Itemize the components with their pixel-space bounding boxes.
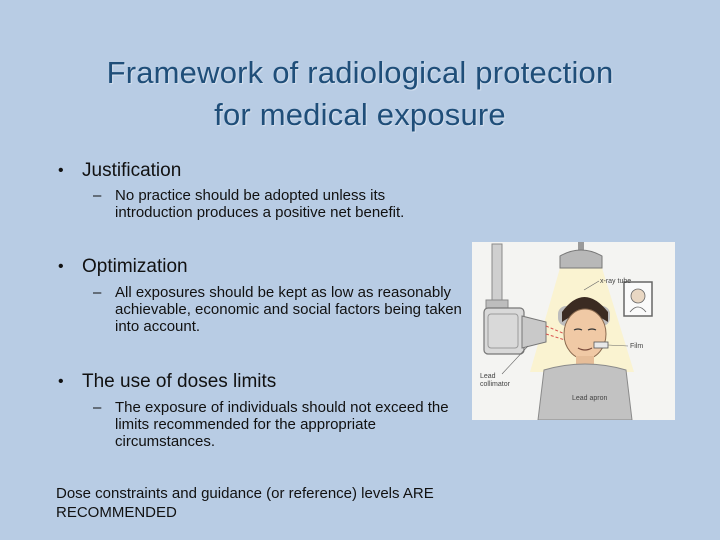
label-collimator-line1: Lead bbox=[480, 373, 496, 380]
patient-face bbox=[564, 309, 606, 359]
bullet-heading: The use of doses limits bbox=[82, 371, 277, 392]
lead-collimator-cone bbox=[522, 316, 546, 348]
bullet-dose-limits bbox=[58, 370, 276, 394]
bullet-heading: Optimization bbox=[82, 256, 188, 277]
bullet-heading: Justification bbox=[82, 160, 182, 181]
bullet-justification bbox=[58, 159, 181, 183]
bullet-marker: • bbox=[58, 373, 64, 390]
recommendation-note: Dose constraints and guidance (or reference) levels ARE RECOMMENDED bbox=[56, 485, 434, 521]
dash-marker: – bbox=[93, 187, 102, 204]
bullet-marker: • bbox=[58, 258, 64, 275]
label-xray-tube: x-ray tube bbox=[600, 278, 632, 285]
lead-apron bbox=[538, 364, 632, 420]
sub-bullet-justification bbox=[93, 187, 463, 221]
title-line-2: for medical exposure bbox=[214, 97, 506, 132]
bullet-optimization bbox=[58, 255, 188, 279]
sub-bullet-dose-limits bbox=[93, 399, 463, 450]
wall-picture-face bbox=[631, 289, 645, 303]
dash-marker: – bbox=[93, 399, 102, 416]
sub-bullet-text: No practice should be adopted unless its introduction produces a positive net benefit. bbox=[115, 187, 405, 221]
sub-bullet-optimization bbox=[93, 284, 463, 335]
sub-bullet-text: All exposures should be kept as low as reasonably achievable, economic and social factors being taken into account. bbox=[115, 284, 462, 335]
dash-marker: – bbox=[93, 284, 102, 301]
label-collimator-line2: collimator bbox=[480, 381, 510, 388]
xray-illustration bbox=[472, 242, 675, 420]
ceiling-lamp-icon bbox=[560, 250, 602, 268]
title-line-1: Framework of radiological protection bbox=[106, 55, 614, 90]
label-film: Film bbox=[630, 343, 644, 350]
dental-film-icon bbox=[594, 342, 608, 348]
label-lead-apron: Lead apron bbox=[572, 395, 608, 402]
xray-wall-arm bbox=[492, 244, 502, 302]
slide-title bbox=[30, 52, 690, 136]
bullet-marker: • bbox=[58, 162, 64, 179]
sub-bullet-text: The exposure of individuals should not exceed the limits recommended for the appropriate circumstances. bbox=[115, 399, 449, 450]
xray-illustration-drawing bbox=[472, 242, 675, 420]
